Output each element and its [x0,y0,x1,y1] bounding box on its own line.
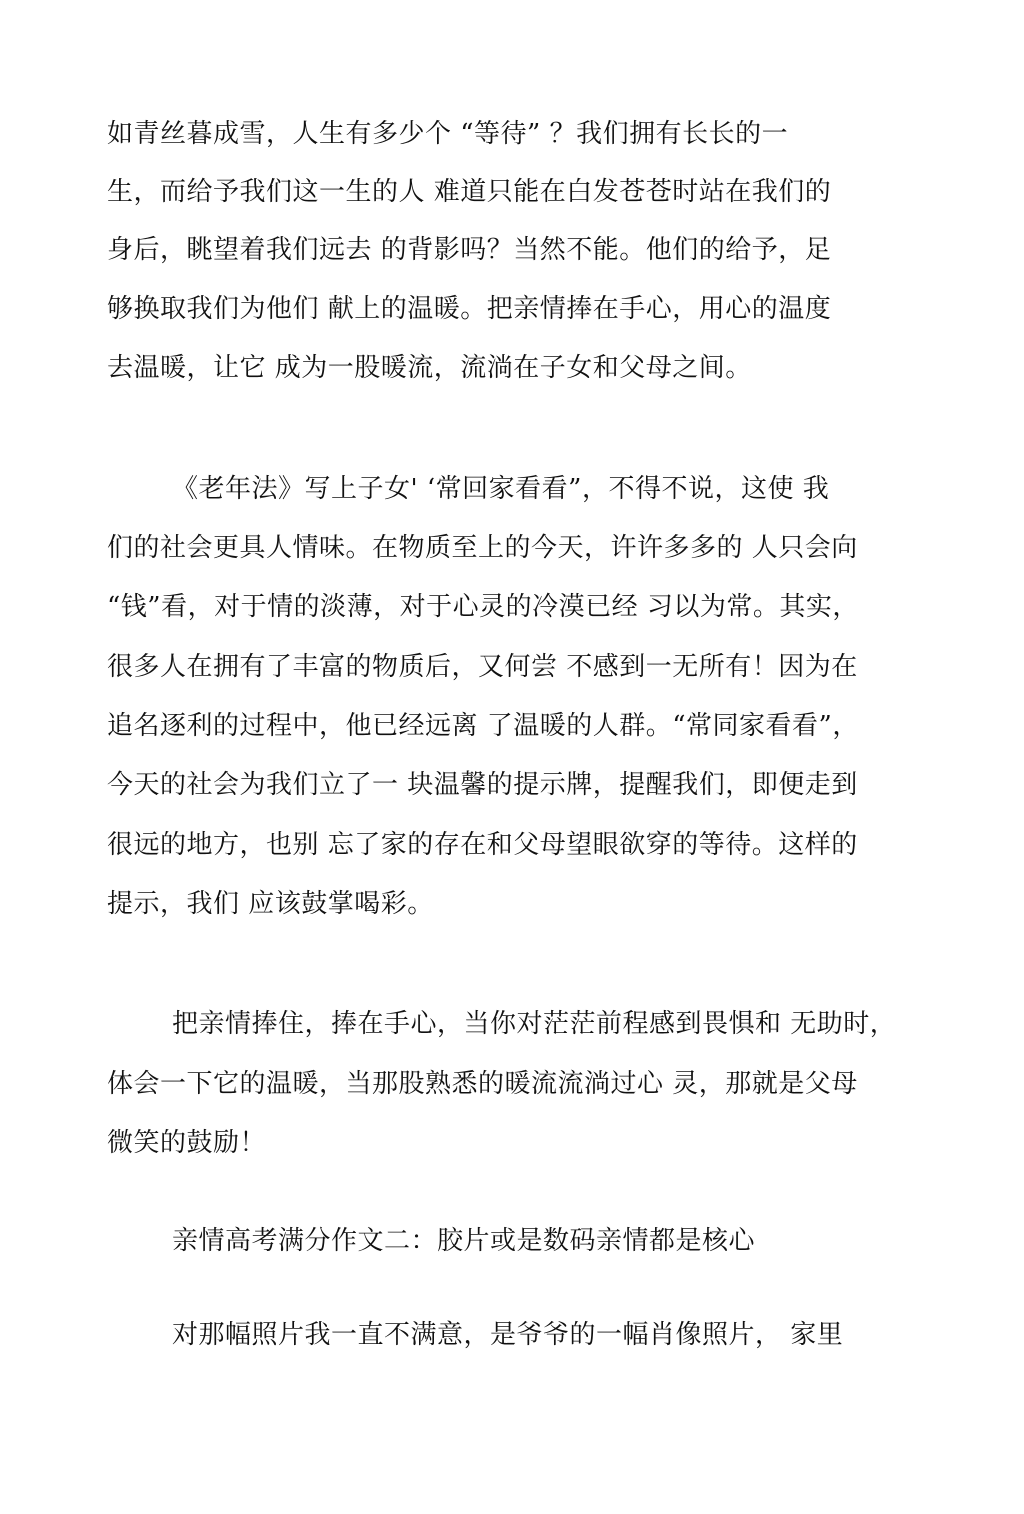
paragraph-4-line-1: 对那幅照片我一直不满意，是爷爷的一幅肖像照片， 家里 [172,1320,844,1350]
paragraph-3-line-1: 把亲情捧住，捧在手心，当你对茫茫前程感到畏惧和 无助时， [172,1009,897,1039]
paragraph-1-line-4: 够换取我们为他们 献上的温暖。把亲情捧在手心，用心的温度 [107,294,832,324]
paragraph-2-line-7: 很远的地方，也别 忘了家的存在和父母望眼欲穿的等待。这样的 [107,830,858,860]
paragraph-2-line-4: 很多人在拥有了丰富的物质后，又何尝 不感到一无所有！因为在 [107,652,858,682]
paragraph-1-line-1: 如青丝暮成雪，人生有多少个 “等待” ？我们拥有长长的一 [107,119,789,149]
paragraph-3-line-2: 体会一下它的温暖，当那股熟悉的暖流流淌过心 灵，那就是父母 [107,1069,858,1099]
paragraph-1-line-3: 身后，眺望着我们远去 的背影吗？当然不能。他们的给予，足 [107,235,832,265]
paragraph-1-line-2: 生，而给予我们这一生的人 难道只能在白发苍苍时站在我们的 [107,177,832,207]
paragraph-2-line-8: 提示，我们 应该鼓掌喝彩。 [107,889,434,919]
paragraph-2-line-2: 们的社会更具人情味。在物质至上的今天，许许多多的 人只会向 [107,533,858,563]
paragraph-2-line-5: 追名逐利的过程中，他已经远离 了温暖的人群。“常同家看看”， [107,711,859,741]
essay-2-heading: 亲情高考满分作文二：胶片或是数码亲情都是核心 [172,1226,756,1256]
paragraph-2-line-1: 《老年法》写上子女' ‘常回家看看”，不得不说，这使 我 [172,474,830,504]
paragraph-2-line-6: 今天的社会为我们立了一 块温馨的提示牌，提醒我们，即便走到 [107,770,858,800]
paragraph-1-line-5: 去温暖，让它 成为一股暖流，流淌在子女和父母之间。 [107,353,752,383]
paragraph-3-line-3: 微笑的鼓励！ [107,1128,267,1158]
paragraph-2-line-3: “钱”看，对于情的淡薄，对于心灵的冷漠已经 习以为常。其实， [107,592,859,622]
